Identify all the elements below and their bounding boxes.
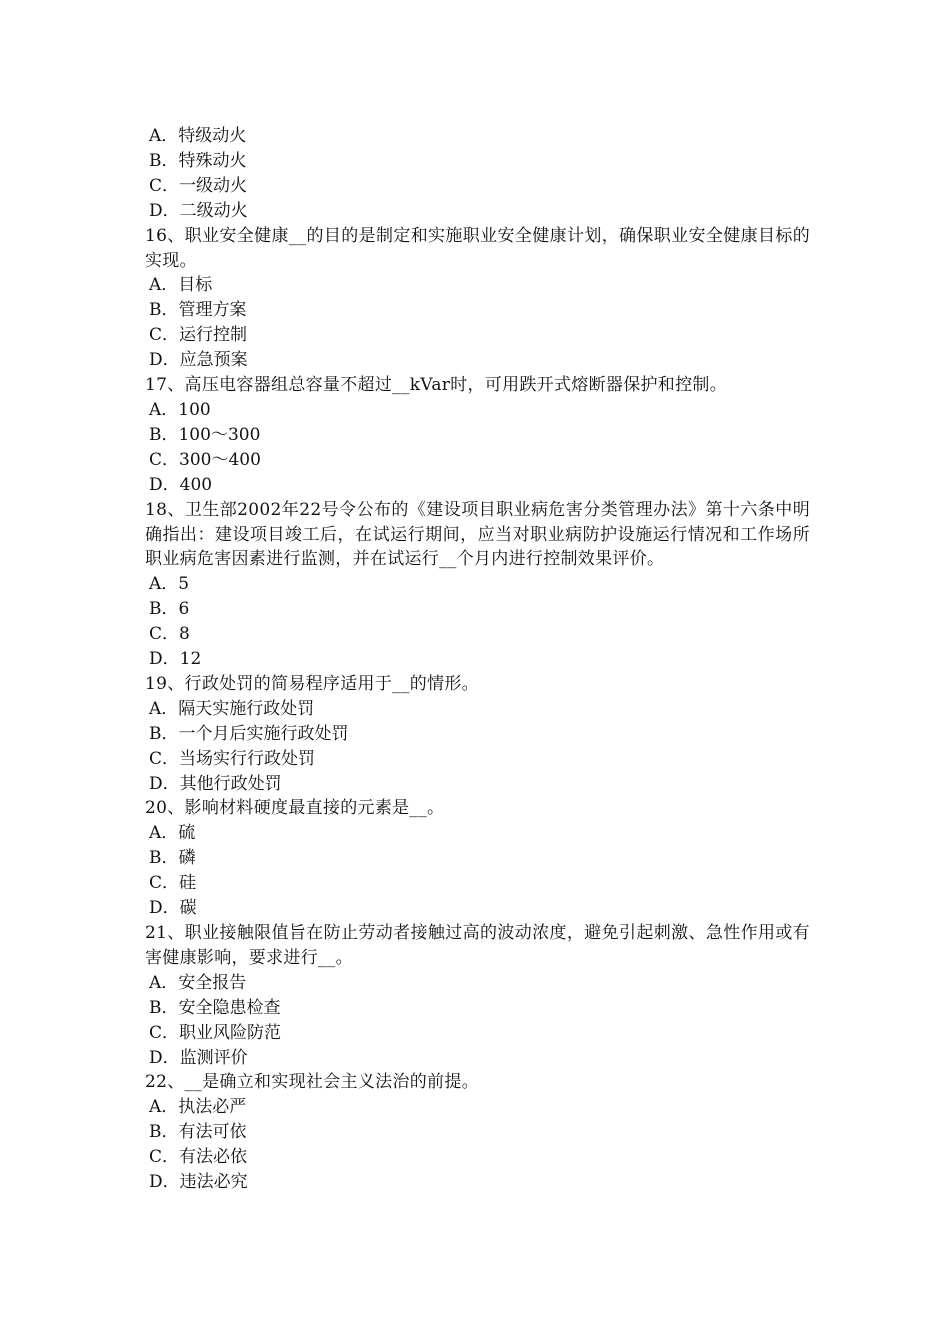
option-b: B．安全隐患检查 (149, 997, 281, 1018)
option-a: A．安全报告 (149, 972, 247, 993)
option-b: B．一个月后实施行政处罚 (149, 723, 349, 744)
question-21: 21、职业接触限值旨在防止劳动者接触过高的波动浓度，避免引起刺激、急性作用或有害健康影响，要求进行__。 (145, 923, 810, 968)
option-d: D．400 (149, 474, 213, 495)
option-a: A．执法必严 (149, 1097, 247, 1118)
option-c: C．8 (149, 624, 190, 645)
option-c: C．运行控制 (149, 325, 248, 346)
option-d: D．12 (149, 649, 202, 670)
option-c: C．300～400 (149, 449, 261, 470)
option-c: C．一级动火 (149, 175, 248, 196)
option-a: A．目标 (149, 275, 213, 296)
option-d: D．二级动火 (149, 200, 248, 221)
option-b: B．100～300 (149, 424, 261, 445)
option-c: C．硅 (149, 873, 197, 894)
option-b: B．特殊动火 (149, 150, 247, 171)
option-a: A．硫 (149, 823, 196, 844)
question-20: 20、影响材料硬度最直接的元素是__。 (145, 798, 445, 819)
option-d: D．碳 (149, 898, 197, 919)
option-c: C．有法必依 (149, 1147, 248, 1168)
option-d: D．应急预案 (149, 350, 248, 371)
option-a: A．特级动火 (149, 126, 247, 146)
question-18: 18、卫生部2002年22号令公布的《建设项目职业病危害分类管理办法》第十六条中明确指出：建设项目竣工后，在试运行期间，应当对职业病防护设施运行情况和工作场所职业病危害因素进行监测，并在试运行__个月内进行控制效果评价。 (145, 499, 810, 570)
option-b: B．6 (149, 599, 190, 620)
option-b: B．管理方案 (149, 300, 247, 321)
question-22: 22、__是确立和实现社会主义法治的前提。 (145, 1072, 479, 1093)
question-19: 19、行政处罚的简易程序适用于__的情形。 (145, 673, 479, 694)
option-a: A．隔天实施行政处罚 (149, 698, 315, 719)
option-b: B．磷 (149, 848, 196, 869)
question-17: 17、高压电容器组总容量不超过__kVar时，可用跌开式熔断器保护和控制。 (145, 375, 728, 396)
question-16: 16、职业安全健康__的目的是制定和实施职业安全健康计划，确保职业安全健康目标的实现。 (145, 225, 810, 271)
option-d: D．违法必究 (149, 1172, 248, 1193)
option-a: A．100 (149, 399, 211, 420)
option-d: D．监测评价 (149, 1047, 248, 1068)
option-c: C．当场实行行政处罚 (149, 748, 316, 769)
option-d: D．其他行政处罚 (149, 773, 282, 794)
option-b: B．有法可依 (149, 1122, 247, 1143)
question-list (145, 124, 810, 1195)
option-a: A．5 (149, 574, 190, 595)
option-c: C．职业风险防范 (149, 1022, 282, 1043)
